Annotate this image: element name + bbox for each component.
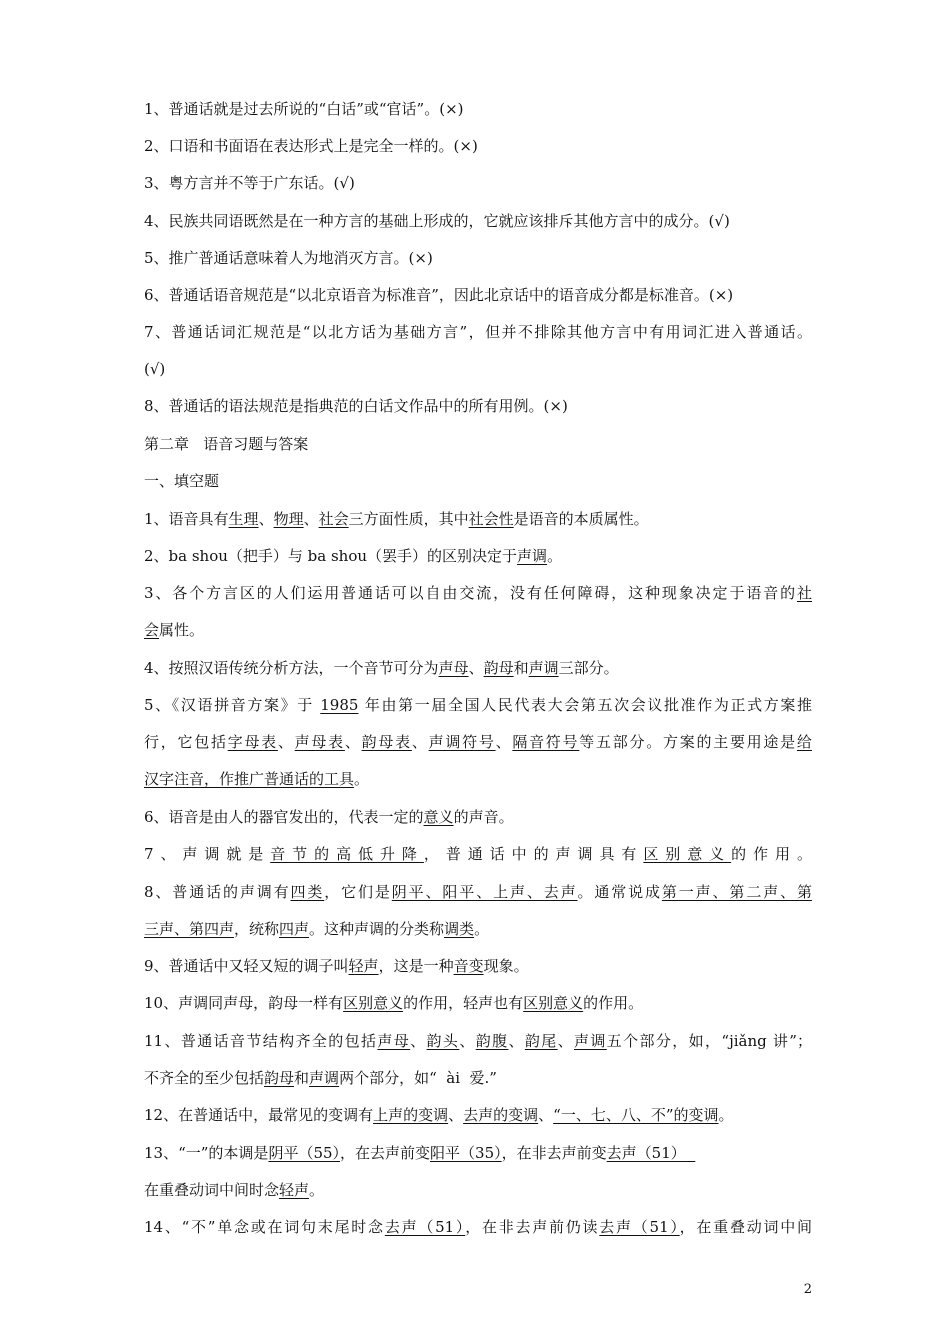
- answer-underlined: 轻声: [279, 1181, 310, 1199]
- answer-underlined: 生理: [228, 510, 259, 528]
- answer-underlined: 上声的变调: [373, 1106, 449, 1124]
- answer-underlined: “一、七、八、不”的变调: [553, 1106, 719, 1124]
- answer-underlined: 韵尾: [524, 1032, 558, 1050]
- text-line: [144, 318, 812, 346]
- answer-underlined: 声调: [309, 1069, 340, 1087]
- answer-underlined: 音节的高低升降: [270, 845, 424, 863]
- answer-underlined: 社: [796, 584, 812, 602]
- line-text: 8、普通话的语法规范是指典范的白话文作品中的所有用例。(×): [144, 397, 568, 415]
- answer-underlined: 音变: [453, 957, 484, 975]
- answer-underlined: 韵头: [426, 1032, 460, 1050]
- text-line: [144, 505, 812, 533]
- answer-underlined: 区别意义: [523, 994, 584, 1012]
- line-text: 。: [354, 770, 370, 788]
- line-text: 。: [547, 547, 563, 565]
- line-text: 是语音的本质属性。: [513, 510, 649, 528]
- answer-underlined: 去声的变调: [463, 1106, 539, 1124]
- line-text: 两个部分，如“ ài 爱.”: [339, 1069, 497, 1087]
- line-text: 、: [538, 1106, 554, 1124]
- answer-underlined: 三声、第四声: [144, 920, 235, 938]
- line-text: 9、普通话中又轻又短的调子叫: [144, 957, 349, 975]
- text-line: [144, 952, 812, 980]
- line-text: 。这种声调的分类称: [309, 920, 445, 938]
- line-text: 、: [410, 1032, 427, 1050]
- answer-underlined: 声调: [574, 1032, 607, 1050]
- line-text: 和: [513, 659, 529, 677]
- text-line: [144, 915, 812, 943]
- line-text: 和: [294, 1069, 310, 1087]
- answer-underlined: 四类: [290, 883, 325, 901]
- line-text: ，在去声前变: [340, 1144, 431, 1162]
- text-line: [144, 654, 812, 682]
- line-text: 现象。: [483, 957, 529, 975]
- line-text: (√): [144, 360, 166, 378]
- answer-underlined: 社会性: [468, 510, 514, 528]
- text-line: [144, 1027, 812, 1055]
- answer-underlined: 声母表: [294, 733, 345, 751]
- line-text: 2、口语和书面语在表达形式上是完全一样的。(×): [144, 137, 478, 155]
- text-line: [144, 1064, 812, 1092]
- line-text: 的作用。: [731, 845, 812, 863]
- line-text: 4、民族共同语既然是在一种方言的基础上形成的，它就应该排斥其他方言中的成分。(√): [144, 212, 730, 230]
- text-line: [144, 207, 812, 235]
- text-line: [144, 467, 812, 495]
- answer-underlined: 四声: [279, 920, 310, 938]
- answer-underlined: 会: [144, 621, 160, 639]
- line-text: 7、普通话词汇规范是“以北方话为基础方言”，但并不排除其他方言中有用词汇进入普通话。: [144, 323, 812, 341]
- answer-underlined: 1985: [320, 696, 359, 714]
- answer-underlined: 声母: [377, 1032, 411, 1050]
- line-text: 、: [468, 659, 484, 677]
- answer-underlined: 给: [796, 733, 812, 751]
- answer-underlined: 第一声、第二声、第: [661, 883, 812, 901]
- line-text: 12、在普通话中，最常见的变调有: [144, 1106, 374, 1124]
- line-text: 在重叠动词中间时念: [144, 1181, 280, 1199]
- line-text: ，在非去声前仍读: [465, 1218, 600, 1236]
- answer-underlined: 韵母表: [361, 733, 412, 751]
- line-text: 。: [718, 1106, 734, 1124]
- line-text: 10、声调同声母，韵母一样有: [144, 994, 344, 1012]
- line-text: 。通常说成: [577, 883, 662, 901]
- line-text: 的声音。: [453, 808, 514, 826]
- line-text: 、: [258, 510, 274, 528]
- answer-underlined: 韵腹: [475, 1032, 509, 1050]
- text-line: [144, 1213, 812, 1241]
- line-text: 、: [557, 1032, 575, 1050]
- line-text: 6、普通话语音规范是“以北京语音为标准音”，因此北京话中的语音成分都是标准音。(×): [144, 286, 734, 304]
- line-text: 、: [459, 1032, 476, 1050]
- line-text: 8、普通话的声调有: [144, 883, 291, 901]
- line-text: 1、语音具有: [144, 510, 229, 528]
- line-text: 7、声调就是: [144, 845, 271, 863]
- line-text: ，在非去声前变: [501, 1144, 607, 1162]
- answer-underlined: 调类: [444, 920, 475, 938]
- text-line: [144, 430, 812, 458]
- line-text: ，在重叠动词中间: [679, 1218, 812, 1236]
- text-line: [144, 169, 812, 197]
- line-text: 。: [474, 920, 490, 938]
- answer-underlined: 声调: [517, 547, 548, 565]
- line-text: ，这是一种: [378, 957, 454, 975]
- answer-underlined: 去声（51）: [606, 1144, 696, 1162]
- line-text: 13、“一”的本调是: [144, 1144, 269, 1162]
- answer-underlined: 隔音符号: [512, 733, 580, 751]
- line-text: 三方面性质，其中: [348, 510, 469, 528]
- line-text: 、: [277, 733, 295, 751]
- text-line: [144, 765, 812, 793]
- line-text: 5、《汉语拼音方案》于: [144, 696, 321, 714]
- line-text: ，它们是: [324, 883, 392, 901]
- line-text: 的作用，轻声也有: [403, 994, 524, 1012]
- line-text: 3、粤方言并不等于广东话。(√): [144, 174, 355, 192]
- text-line: [144, 1176, 812, 1204]
- answer-underlined: 汉字注音，作推广普通话的工具: [144, 770, 355, 788]
- text-line: [144, 132, 812, 160]
- answer-underlined: 意义: [423, 808, 454, 826]
- page-number: 2: [803, 1282, 812, 1297]
- answer-underlined: 声调: [528, 659, 559, 677]
- text-line: [144, 1101, 812, 1129]
- line-text: ，普通话中的声调具有: [423, 845, 644, 863]
- text-line: [144, 95, 812, 123]
- answer-underlined: 声调符号: [428, 733, 496, 751]
- text-line: [144, 244, 812, 272]
- text-line: [144, 878, 812, 906]
- text-line: [144, 1139, 812, 1167]
- answer-underlined: 区别意义: [343, 994, 404, 1012]
- answer-underlined: 去声（51）: [384, 1218, 466, 1236]
- text-line: [144, 392, 812, 420]
- text-line: [144, 355, 812, 383]
- text-line: [144, 281, 812, 309]
- text-line: [144, 840, 812, 868]
- line-text: 三部分。: [558, 659, 619, 677]
- line-text: 1、普通话就是过去所说的“白话”或“官话”。(×): [144, 100, 464, 118]
- answer-underlined: 阴平（55）: [268, 1144, 341, 1162]
- line-text: 、: [495, 733, 513, 751]
- line-text: 、: [448, 1106, 464, 1124]
- line-text: 属性。: [159, 621, 205, 639]
- text-line: [144, 803, 812, 831]
- answer-underlined: 字母表: [227, 733, 278, 751]
- line-text: 11、普通话音节结构齐全的包括: [144, 1032, 378, 1050]
- answer-underlined: 区别意义: [643, 845, 732, 863]
- answer-underlined: 声母: [438, 659, 469, 677]
- line-text: 不齐全的至少包括: [144, 1069, 265, 1087]
- text-line: [144, 728, 812, 756]
- line-text: 的作用。: [583, 994, 644, 1012]
- line-text: 3、各个方言区的人们运用普通话可以自由交流，没有任何障碍，这种现象决定于语音的: [144, 584, 797, 602]
- line-text: 一、填空题: [144, 472, 220, 490]
- answer-underlined: 韵母: [264, 1069, 295, 1087]
- answer-underlined: 韵母: [483, 659, 514, 677]
- line-text: 、: [411, 733, 429, 751]
- line-text: 6、语音是由人的器官发出的，代表一定的: [144, 808, 424, 826]
- line-text: 行，它包括: [144, 733, 228, 751]
- line-text: 5、推广普通话意味着人为地消灭方言。(×): [144, 249, 433, 267]
- line-text: 、: [303, 510, 319, 528]
- line-text: 、: [508, 1032, 525, 1050]
- line-text: 年由第一届全国人民代表大会第五次会议批准作为正式方案推: [358, 696, 812, 714]
- answer-underlined: 轻声: [348, 957, 379, 975]
- line-text: 2、ba shou（把手）与 ba shou（罢手）的区别决定于: [144, 547, 518, 565]
- line-text: 、: [344, 733, 362, 751]
- line-text: 五个部分，如，“jiǎng 讲”；: [606, 1032, 812, 1050]
- text-line: [144, 579, 812, 607]
- line-text: 14、“不”单念或在词句末尾时念: [144, 1218, 385, 1236]
- line-text: 等五部分。方案的主要用途是: [579, 733, 797, 751]
- line-text: 第二章 语音习题与答案: [144, 435, 309, 453]
- line-text: 。: [309, 1181, 325, 1199]
- text-line: [144, 989, 812, 1017]
- line-text: ，统称: [234, 920, 280, 938]
- answer-underlined: 物理: [273, 510, 304, 528]
- answer-underlined: 去声（51）: [599, 1218, 680, 1236]
- answer-underlined: 阴平、阳平、上声、去声: [391, 883, 578, 901]
- line-text: 4、按照汉语传统分析方法，一个音节可分为: [144, 659, 439, 677]
- answer-underlined: 阳平（35）: [430, 1144, 502, 1162]
- text-line: [144, 616, 812, 644]
- text-line: [144, 691, 812, 719]
- answer-underlined: 社会: [318, 510, 349, 528]
- text-line: [144, 542, 812, 570]
